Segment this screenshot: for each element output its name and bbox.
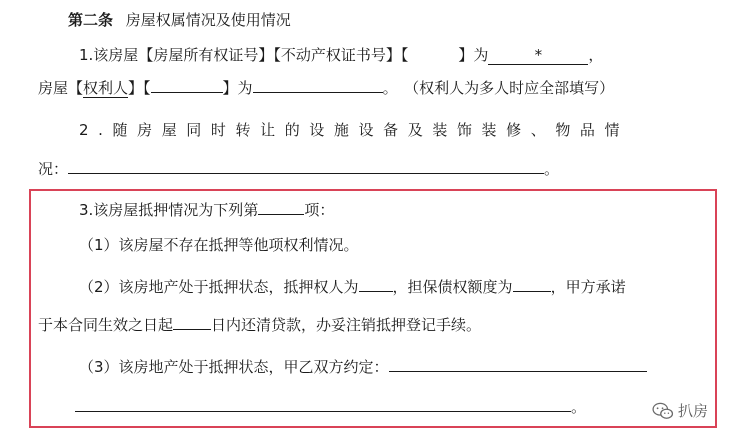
opt2-text-c: ，甲方承诺 [550,278,626,296]
item1-bracket3-open: 【 [400,46,409,64]
item1-bracket-ownership-cert: 【房屋所有权证号】 [138,46,274,64]
item2-line2-prefix: 况： [38,160,69,178]
item1-line2-prefix: 房屋【 [38,79,84,97]
owner-label: 权利人 [83,79,129,97]
item1-prefix: 1.该房屋 [79,46,139,64]
watermark [652,400,708,421]
facilities-blank[interactable] [68,158,544,174]
opt3-end: 。 [571,398,587,416]
mortgage-highlight-box [29,189,717,428]
article-title: 房屋权属情况及使用情况 [125,11,291,29]
item3-option1: （1）该房屋不存在抵押等他项权利情况。 [79,236,359,254]
article-number: 第二条 [68,11,114,29]
item1-bracket-property-cert: 【不动产权证书号】 [273,46,401,64]
item3-heading-suffix: 项： [304,201,335,219]
mortgage-option-blank[interactable] [258,199,304,215]
item2-line1: 2.随房屋同时转让的设施设备及装饰装修、物品情 [79,121,630,139]
watermark-text: 扒房 [678,402,709,420]
opt2-text-e: 日内还清贷款，办妥注销抵押登记手续。 [211,316,482,334]
item3-heading [79,199,334,220]
opt3-text-a: （3）该房地产处于抵押状态，甲乙双方约定： [79,358,389,376]
item1-for-text: 为 [473,46,489,64]
wechat-icon [652,402,674,420]
item1-line2-close: 】为 [222,79,253,97]
item3-option3-line2 [75,396,586,417]
agreement-blank-2[interactable] [75,396,571,412]
item1-note: （权利人为多人时应全部填写） [411,79,615,97]
item1-line2 [38,77,614,98]
item3-option2-line2 [38,314,481,335]
mortgagee-blank[interactable] [359,276,393,292]
item3-option2-line1 [79,276,626,297]
item1-line1 [79,45,603,65]
star-mark: * [534,46,543,64]
article-heading [68,10,291,30]
item2-end: 。 [544,160,560,178]
owner-name-blank[interactable] [151,77,223,93]
debt-amount-blank[interactable] [513,276,551,292]
agreement-blank-1[interactable] [389,356,647,372]
days-blank[interactable] [173,314,211,330]
opt2-text-b: ，担保债权额度为 [392,278,513,296]
item2-line2 [38,158,559,179]
item1-comma: ， [588,46,604,64]
opt2-text-a: （2）该房地产处于抵押状态，抵押权人为 [79,278,359,296]
item3-heading-prefix: 3.该房屋抵押情况为下列第 [79,201,259,219]
cert-number-blank[interactable] [488,47,588,65]
item1-period: 。 [382,79,398,97]
item3-option3-line1 [79,356,647,377]
item1-line2-mid: 】【 [128,79,151,97]
item1-bracket3-close: 】 [458,46,474,64]
owner-value-blank[interactable] [253,77,383,93]
opt2-text-d: 于本合同生效之日起 [38,316,174,334]
